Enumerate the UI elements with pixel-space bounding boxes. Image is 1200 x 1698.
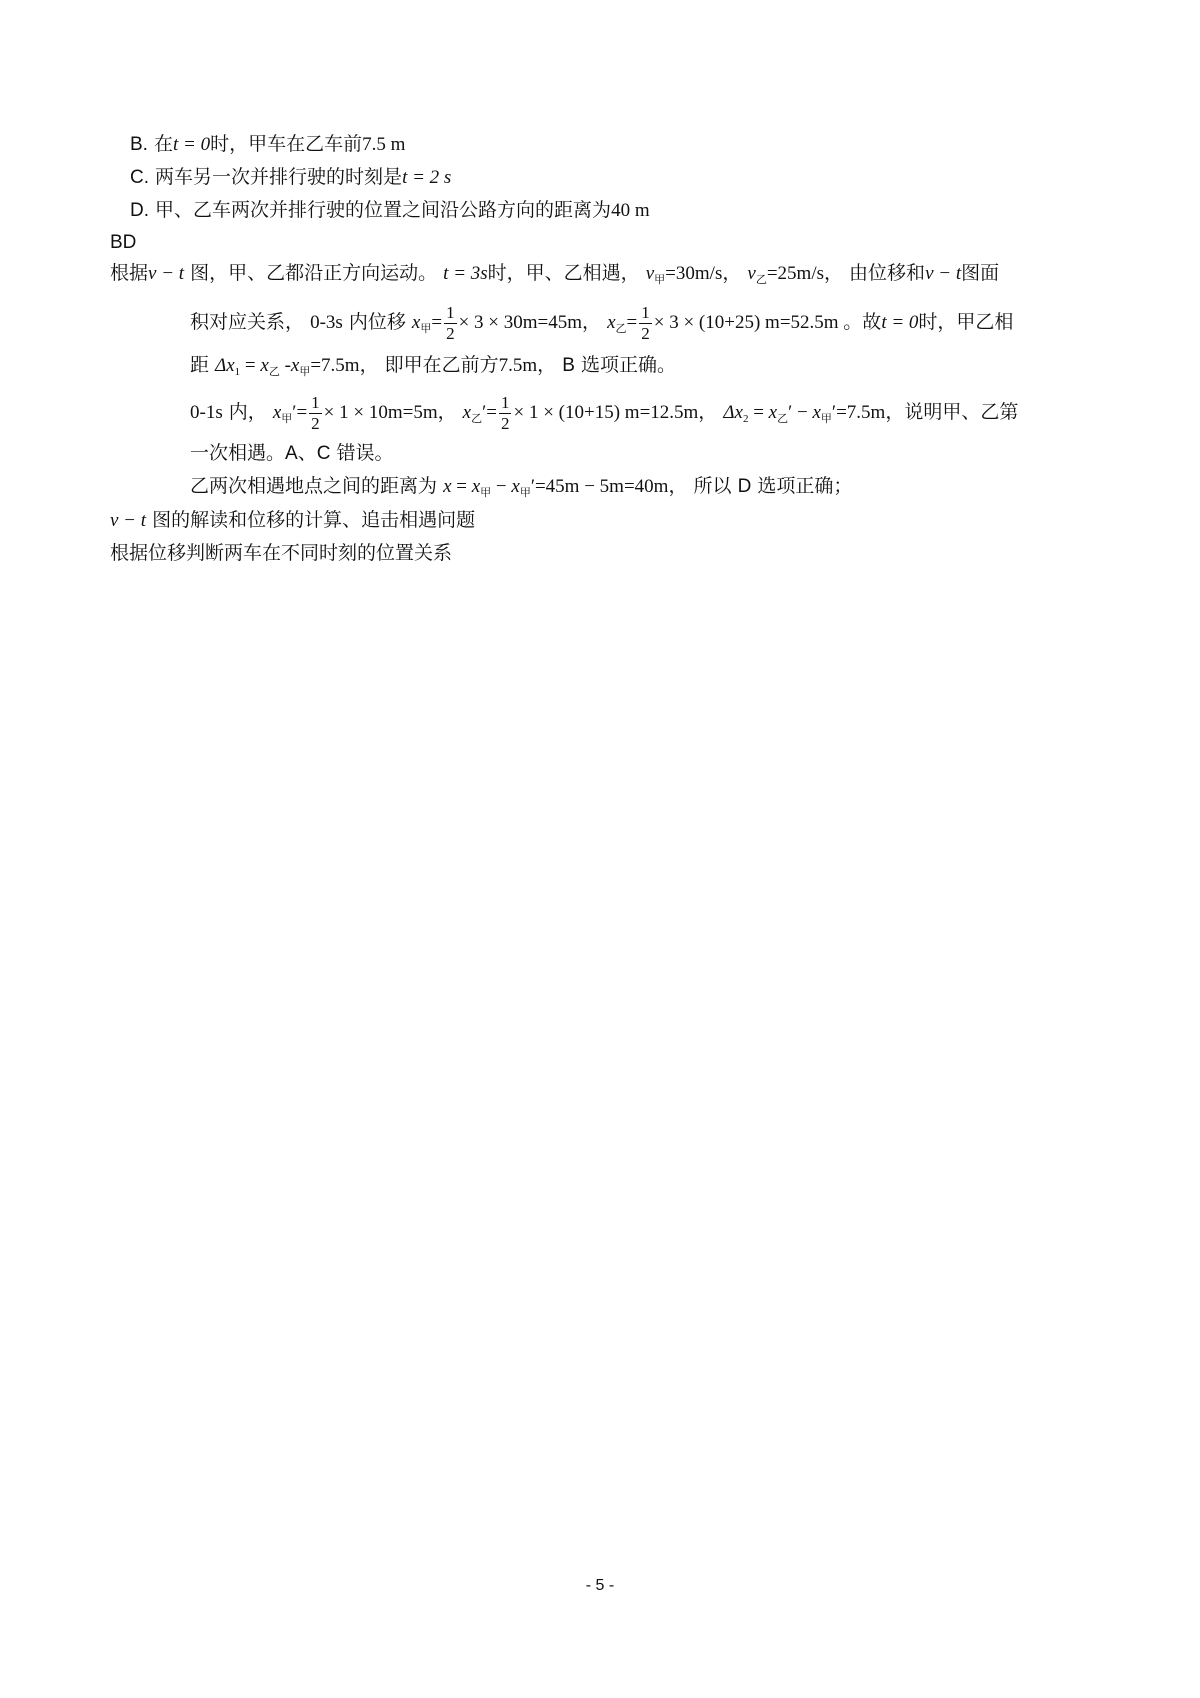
answer: BD bbox=[110, 232, 137, 253]
option-d: D. 甲、乙车两次并排行驶的位置之间沿公路方向的距离为40 m bbox=[130, 199, 650, 221]
option-label: D. bbox=[130, 200, 149, 221]
fraction: $\frac{1}{2}$ bbox=[311, 392, 320, 433]
analysis-line-2: 积对应关系， 0-3s 内位移 $x_甲=$ $\frac{1}{2}$ × 3 × 30m=45m， $x_乙=$ $\frac{1}{2}$ × 3 × (10+25) m=52.5m 。故t = 0时，甲乙相 bbox=[190, 302, 1014, 343]
page-number: - 5 - bbox=[585, 1577, 615, 1594]
option-b: B. 在t = 0时，甲车在乙车前7.5 m bbox=[130, 133, 406, 155]
method: 根据位移判断两车在不同时刻的位置关系 bbox=[110, 542, 453, 564]
analysis-line-3: 距 $\Delta x_1 = x_乙$ $-x_甲=7.5m$， 即甲在乙前方7.5m， B 选项正确。 bbox=[190, 354, 676, 378]
analysis-line-4: 0-1s 内， $x_甲'=$ $\frac{1}{2}$ × 1 × 10m=5m， $x_乙'=$ $\frac{1}{2}$ × 1 × (10+15) m=12.5m， $\Delta x_2 = x_乙' - x_甲'=7.5m$，说明甲、乙第 bbox=[190, 392, 1019, 433]
option-c: C. 两车另一次并排行驶的时刻是t = 2 s bbox=[130, 166, 452, 188]
option-label: C. bbox=[130, 167, 149, 188]
analysis-line-5: 一次相遇。A、C 错误。 bbox=[190, 442, 394, 464]
fraction: $\frac{1}{2}$ bbox=[500, 392, 510, 433]
knowledge-point: v − t 图的解读和位移的计算、追击相遇问题 bbox=[110, 509, 476, 531]
analysis-line-6: 乙两次相遇地点之间的距离为 $x = x_甲 - x_甲'=45m - 5m=40m$， 所以 D 选项正确； bbox=[190, 475, 853, 499]
analysis-line-1: 根据v − t 图，甲、乙都沿正方向运动。 t = 3s时，甲、乙相遇， $v_甲=30m/s$， $v_乙=25m/s$， 由位移和v − t图面 bbox=[110, 262, 1000, 286]
fraction: $\frac{1}{2}$ bbox=[446, 302, 455, 343]
fraction: $\frac{1}{2}$ bbox=[641, 302, 650, 343]
option-label: B. bbox=[130, 134, 148, 155]
